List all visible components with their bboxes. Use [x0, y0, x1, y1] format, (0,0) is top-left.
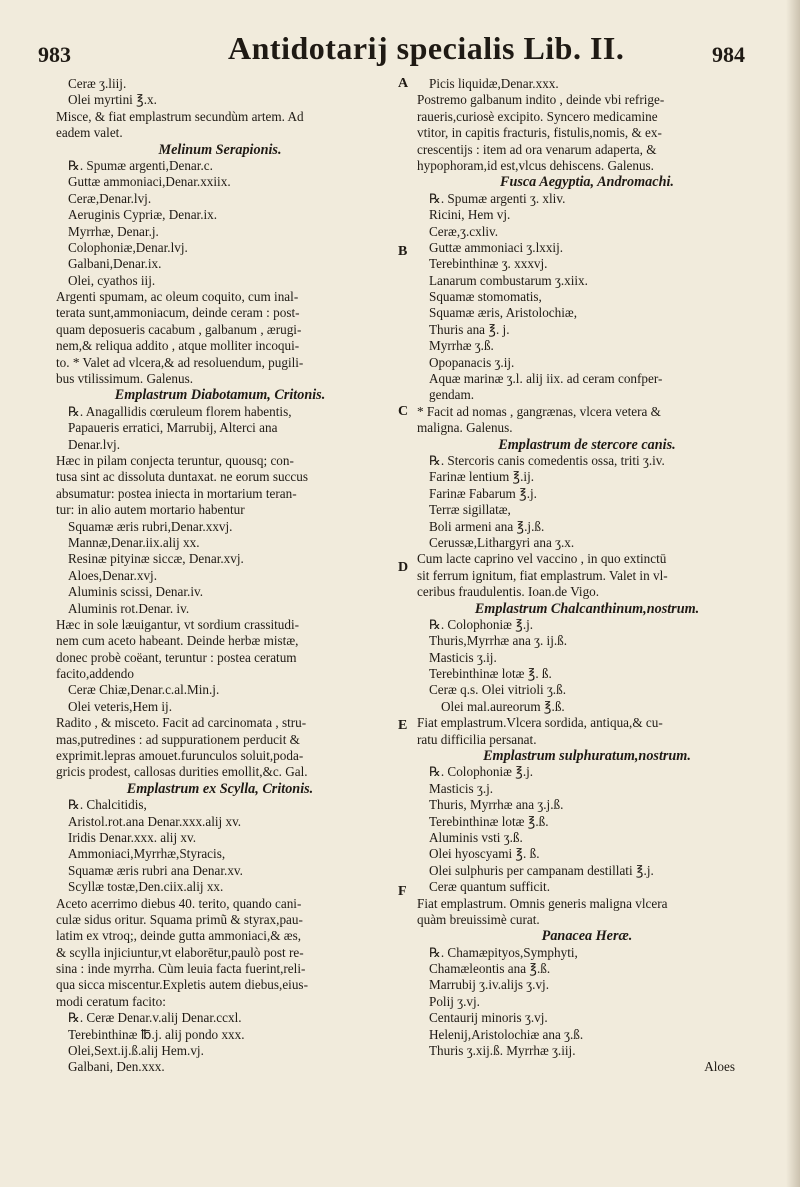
text-line: Thuris, Myrrhæ ana ʒ.j.ß.	[429, 797, 564, 813]
text-line: Ricini, Hem vj.	[429, 207, 511, 223]
text-line: Marrubij ʒ.iv.alijs ʒ.vj.	[429, 977, 550, 993]
text-line: Picis liquidæ,Denar.xxx.	[429, 76, 559, 91]
text-line: Scyllæ tostæ,Den.ciix.alij xx.	[68, 879, 224, 895]
text-line: nem,& reliqua addito , atque molliter incoqui-	[56, 338, 300, 354]
section-heading: Emplastrum de stercore canis.	[498, 436, 676, 453]
text-line: Olei sulphuris per campanam destillati ℥.j.	[429, 862, 654, 878]
text-line: Papaueris erratici, Marrubij, Alterci ana	[68, 420, 278, 436]
section-heading: Emplastrum Chalcanthinum,nostrum.	[474, 600, 700, 617]
text-line: Postremo galbanum indito , deinde vbi refrige-	[417, 92, 665, 108]
text-line: Ammoniaci,Myrrhæ,Styracis,	[68, 846, 226, 862]
text-line: Hæc in sole læuigantur, vt sordium crassitudi-	[56, 616, 300, 632]
text-line: Ceræ,Denar.lvj.	[68, 190, 152, 206]
text-line: sit ferrum ignitum, fiat emplastrum. Valet in vl-	[417, 567, 668, 583]
text-line: Galbani,Denar.ix.	[68, 256, 162, 272]
text-line: ratu difficilia persanat.	[417, 731, 537, 747]
text-line: quàm breuissimè curat.	[417, 911, 540, 927]
text-line: sina : inde myrrha. Cùm leuia facta fuerint,reli-	[56, 961, 306, 977]
text-line: mas,putredines : ad suppurationem perducit &	[56, 731, 300, 747]
section-heading: Emplastrum sulphuratum,nostrum.	[483, 748, 691, 765]
text-line: Radito , & misceto. Facit ad carcinomata , stru-	[56, 715, 307, 731]
text-line: raueris,curiosè excipito. Syncero medicamine	[417, 108, 658, 124]
text-line: donec probè coëant, teruntur : postea ceratum	[56, 649, 297, 665]
text-line: tur: in alio autem mortario habentur	[56, 502, 245, 518]
text-line: ℞. Spumæ argenti,Denar.c.	[68, 157, 213, 173]
text-line: Squamæ æris, Aristolochiæ,	[429, 305, 578, 321]
text-line: Misce, & fiat emplastrum secundùm artem. Ad	[56, 108, 304, 124]
section-heading: Emplastrum Diabotamum, Critonis.	[114, 387, 326, 404]
page-header	[0, 22, 800, 66]
text-line: Opopanacis ʒ.ij.	[429, 354, 515, 370]
text-line: Ceræ q.s. Olei vitrioli ʒ.ß.	[429, 682, 566, 698]
text-line: Masticis ʒ.ij.	[429, 649, 497, 665]
text-line: Aluminis scissi, Denar.iv.	[68, 584, 204, 600]
text-line: Aristol.rot.ana Denar.xxx.alij xv.	[68, 813, 242, 829]
text-line: terata sunt,ammoniacum, deinde ceram : post-	[56, 305, 300, 321]
page-number-left: 983	[38, 42, 71, 67]
text-line: Lanarum combustarum ʒ.xiix.	[429, 272, 588, 288]
text-line: gricis prodest, callosas durities emollit,&c. Gal.	[56, 764, 308, 780]
text-line: Polij ʒ.vj.	[429, 993, 480, 1009]
text-line: Olei mal.aureorum ℥.ß.	[441, 698, 565, 714]
text-line: Iridis Denar.xxx. alij xv.	[68, 829, 197, 845]
text-line: Olei,Sext.ij.ß.alij Hem.vj.	[68, 1043, 204, 1059]
page-number-right: 984	[712, 42, 745, 67]
text-line: modi ceratum facito:	[56, 993, 166, 1009]
text-line: ℞. Colophoniæ ℥.j.	[429, 616, 534, 632]
text-line: Terebinthinæ lotæ ℥.ß.	[429, 813, 549, 829]
text-line: tusa sint ac dissoluta duntaxat. ne eorum succus	[56, 469, 308, 485]
text-line: Terebinthinæ ʒ. xxxvj.	[429, 256, 548, 272]
text-line: Mannæ,Denar.iix.alij xx.	[68, 534, 200, 550]
text-line: eadem valet.	[56, 125, 123, 141]
section-heading: Melinum Serapionis.	[158, 141, 282, 158]
text-line: Squamæ æris rubri ana Denar.xv.	[68, 862, 243, 878]
text-line: Argenti spumam, ac oleum coquito, cum inal-	[56, 289, 299, 305]
section-heading: Fusca Aegyptia, Andromachi.	[500, 174, 674, 191]
margin-letter-d: D	[398, 560, 409, 575]
margin-letter-f: F	[398, 884, 407, 899]
text-line: exprimit.lepras amouet.furunculos soluit,poda-	[56, 748, 304, 764]
text-line: Helenij,Aristolochiæ ana ʒ.ß.	[429, 1026, 584, 1042]
text-line: Aeruginis Cypriæ, Denar.ix.	[68, 207, 218, 223]
text-line: ceribus fraudulentis. Ioan.de Vigo.	[417, 584, 600, 600]
text-line: facito,addendo	[56, 666, 134, 682]
text-line: Cerussæ,Lithargyri ana ʒ.x.	[429, 534, 575, 550]
text-line: ℞. Chamæpityos,Symphyti,	[429, 944, 578, 960]
text-line: Squamæ stomomatis,	[429, 289, 542, 305]
text-line: ℞. Anagallidis cœruleum florem habentis,	[68, 403, 292, 419]
text-line: Farinæ Fabarum ℥.j.	[429, 485, 537, 501]
text-line: vtitor, in capitis fracturis, fistulis,nomis, & ex-	[417, 125, 662, 141]
text-line: Aceto acerrimo diebus 40. terito, quando cani-	[56, 895, 302, 911]
text-line: Centaurij minoris ʒ.vj.	[429, 1010, 548, 1026]
text-line: Myrrhæ, Denar.j.	[68, 223, 159, 239]
text-line: Aloes,Denar.xvj.	[68, 567, 157, 583]
text-line: & scylla injiciuntur,vt elaborētur,paulò post re-	[56, 944, 304, 960]
section-heading: Panacea Heræ.	[541, 928, 633, 945]
text-line: ℞. Spumæ argenti ʒ. xliv.	[429, 190, 566, 206]
text-line: Squamæ æris rubri,Denar.xxvj.	[68, 518, 233, 534]
text-line: ℞. Stercoris canis comedentis ossa, triti ʒ.iv.	[429, 452, 665, 468]
text-line: Terræ sigillatæ,	[429, 502, 511, 518]
text-line: ℞. Chalcitidis,	[68, 797, 147, 813]
text-line: Olei veteris,Hem ij.	[68, 698, 173, 714]
text-line: * Facit ad nomas , gangrænas, vlcera vetera &	[417, 403, 661, 419]
text-line: maligna. Galenus.	[417, 420, 513, 436]
running-title: Antidotarij specialis Lib. II.	[228, 30, 625, 66]
text-line: Guttæ ammoniaci,Denar.xxiix.	[68, 174, 231, 190]
text-line: Terebinthinæ ℔.j. alij pondo xxx.	[68, 1026, 245, 1042]
margin-letter-e: E	[398, 718, 408, 733]
text-line: Boli armeni ana ℥.j.ß.	[429, 518, 545, 534]
text-line: Myrrhæ ʒ.ß.	[429, 338, 494, 354]
text-line: Olei myrtini ℥.x.	[68, 92, 157, 108]
text-line: Aluminis rot.Denar. iv.	[68, 600, 190, 616]
text-line: Masticis ʒ.j.	[429, 780, 494, 796]
section-heading: Emplastrum ex Scylla, Critonis.	[126, 780, 314, 797]
text-line: Olei, cyathos iij.	[68, 272, 156, 288]
text-line: ℞. Colophoniæ ℥.j.	[429, 764, 534, 780]
text-line: to. * Valet ad vlcera,& ad resoluendum, pugili-	[56, 354, 304, 370]
text-line: crescentijs : item ad ora venarum adaperta, &	[417, 141, 657, 157]
text-line: Ceræ,ʒ.cxliv.	[429, 223, 499, 239]
text-line: absumatur: postea iniecta in mortarium teran-	[56, 485, 297, 501]
text-line: Olei hyoscyami ℥. ß.	[429, 846, 540, 862]
text-line: Resinæ pityinæ siccæ, Denar.xvj.	[68, 551, 244, 567]
text-line: Ceræ ʒ.liij.	[68, 76, 127, 91]
text-line: Fiat emplastrum.Vlcera sordida, antiqua,& cu-	[417, 715, 663, 731]
left-column	[56, 76, 384, 1076]
text-line: qua sicca miscentur.Expletis autem diebus,eius-	[56, 977, 308, 993]
text-line: Aluminis vsti ʒ.ß.	[429, 829, 523, 845]
text-line: quam deposueris cacabum , galbanum , ærugi-	[56, 321, 302, 337]
text-line: Cum lacte caprino vel vaccino , in quo extinctū	[417, 551, 667, 567]
right-column	[417, 76, 757, 1076]
page-edge-shadow	[786, 0, 800, 1187]
text-line: bus vtilissimum. Galenus.	[56, 371, 194, 387]
text-line: latim ex vtroq;, deinde gutta ammoniaci,& æs,	[56, 928, 302, 944]
margin-letter-b: B	[398, 244, 408, 259]
margin-letter-c: C	[398, 404, 409, 419]
text-line: Aquæ marinæ ʒ.l. alij iix. ad ceram confper-	[429, 371, 663, 387]
text-line: ℞. Ceræ Denar.v.alij Denar.ccxl.	[68, 1010, 242, 1026]
text-line: Aloes	[704, 1059, 735, 1075]
text-line: Ceræ Chiæ,Denar.c.al.Min.j.	[68, 682, 220, 698]
text-line: Colophoniæ,Denar.lvj.	[68, 239, 188, 255]
text-line: Guttæ ammoniaci ʒ.lxxij.	[429, 239, 564, 255]
text-line: culæ sidus oritur. Squama primũ & styrax,pau-	[56, 911, 303, 927]
text-line: Hæc in pilam conjecta teruntur, quousq; con-	[56, 452, 294, 468]
text-line: gendam.	[429, 387, 475, 403]
text-line: Ceræ quantum sufficit.	[429, 879, 550, 895]
text-line: Chamæleontis ana ℥.ß.	[429, 961, 551, 977]
text-line: Thuris ana ℥. j.	[429, 321, 510, 337]
text-line: hypophoram,id est,vlcus dehiscens. Galenus.	[417, 157, 654, 173]
text-line: nem cum aceto habeant. Deinde herbæ mistæ,	[56, 633, 299, 649]
text-line: Thuris ʒ.xij.ß. Myrrhæ ʒ.iij.	[429, 1043, 576, 1059]
text-line: Galbani, Den.xxx.	[68, 1059, 165, 1075]
text-line: Denar.lvj.	[68, 436, 121, 452]
text-line: Farinæ lentium ℥.ij.	[429, 469, 535, 485]
margin-letter-a: A	[398, 76, 409, 91]
text-line: Thuris,Myrrhæ ana ʒ. ij.ß.	[429, 633, 568, 649]
text-line: Terebinthinæ lotæ ℥. ß.	[429, 666, 552, 682]
text-line: Fiat emplastrum. Omnis generis maligna vlcera	[417, 895, 668, 911]
